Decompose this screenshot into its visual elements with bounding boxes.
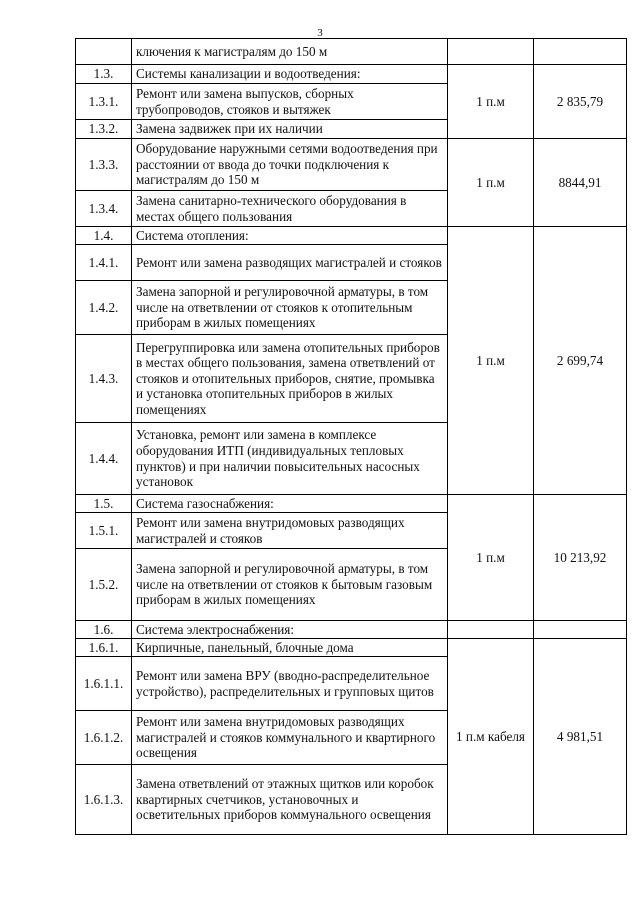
- row-description: Системы канализации и водоотведения:: [132, 65, 448, 84]
- unit-cell: 1 п.м: [448, 495, 534, 621]
- row-description: Ремонт или замена ВРУ (вводно-распределительное устройство), распределительных и групповых щитов: [132, 657, 448, 711]
- row-description: Система отопления:: [132, 227, 448, 245]
- row-number: 1.6.1.3.: [76, 765, 132, 835]
- row-description: Кирпичные, панельный, блочные дома: [132, 639, 448, 657]
- row-number: 1.4.1.: [76, 245, 132, 281]
- row-number: 1.5.1.: [76, 513, 132, 549]
- page-number: 3: [317, 27, 323, 39]
- row-number: 1.3.2.: [76, 120, 132, 139]
- row-description: Замена запорной и регулировочной арматуры, в том числе на ответвлении от стояков к бытовым газовым приборам в жилых помещениях: [132, 549, 448, 621]
- price-cell: [534, 621, 627, 639]
- price-cell: 10 213,92: [534, 495, 627, 621]
- row-description: ключения к магистралям до 150 м: [132, 39, 448, 65]
- row-description: Система электроснабжения:: [132, 621, 448, 639]
- table-row: [76, 639, 627, 657]
- row-number: 1.4.2.: [76, 281, 132, 335]
- row-number: 1.6.1.: [76, 639, 132, 657]
- row-description: Оборудование наружными сетями водоотведения при расстоянии от ввода до точки подключения к магистралям до 150 м: [132, 139, 448, 191]
- unit-cell: [448, 39, 534, 65]
- row-description: Ремонт или замена внутридомовых разводящих магистралей и стояков: [132, 513, 448, 549]
- table-row: [76, 39, 627, 65]
- table-row: [76, 495, 627, 513]
- cost-table: [75, 38, 627, 835]
- row-number: 1.4.4.: [76, 423, 132, 495]
- price-cell: [534, 39, 627, 65]
- row-description: Установка, ремонт или замена в комплексе оборудования ИТП (индивидуальных тепловых пунктов) и при наличии повысительных насосных установок: [132, 423, 448, 495]
- row-number: 1.5.2.: [76, 549, 132, 621]
- row-number: 1.3.1.: [76, 84, 132, 120]
- table-row: [76, 227, 627, 245]
- row-number: 1.6.: [76, 621, 132, 639]
- row-number: [76, 39, 132, 65]
- unit-cell: [448, 621, 534, 639]
- price-cell: 2 835,79: [534, 65, 627, 139]
- row-description: Перегруппировка или замена отопительных приборов в местах общего пользования, замена ответвлений от стояков и отопительных приборов, снятие, промывка и установка отопительных приборов в жилых помещениях: [132, 335, 448, 423]
- unit-cell: 1 п.м: [448, 139, 534, 227]
- table-row: [76, 65, 627, 84]
- row-number: 1.6.1.1.: [76, 657, 132, 711]
- row-description: Ремонт или замена разводящих магистралей и стояков: [132, 245, 448, 281]
- table-row: [76, 621, 627, 639]
- price-cell: 8844,91: [534, 139, 627, 227]
- unit-cell: 1 п.м: [448, 65, 534, 139]
- price-cell: 4 981,51: [534, 639, 627, 835]
- row-number: 1.5.: [76, 495, 132, 513]
- row-description: Замена запорной и регулировочной арматуры, в том числе на ответвлении от стояков к отопительным приборам в жилых помещениях: [132, 281, 448, 335]
- row-number: 1.4.: [76, 227, 132, 245]
- row-description: Ремонт или замена внутридомовых разводящих магистралей и стояков коммунального и квартирного освещения: [132, 711, 448, 765]
- row-number: 1.3.: [76, 65, 132, 84]
- row-description: Замена ответвлений от этажных щитков или коробок квартирных счетчиков, установочных и осветительных приборов коммунального освещения: [132, 765, 448, 835]
- row-number: 1.3.4.: [76, 191, 132, 227]
- row-number: 1.6.1.2.: [76, 711, 132, 765]
- row-number: 1.4.3.: [76, 335, 132, 423]
- unit-cell: 1 п.м: [448, 227, 534, 495]
- row-description: Система газоснабжения:: [132, 495, 448, 513]
- row-description: Замена задвижек при их наличии: [132, 120, 448, 139]
- price-cell: 2 699,74: [534, 227, 627, 495]
- row-description: Ремонт или замена выпусков, сборных трубопроводов, стояков и вытяжек: [132, 84, 448, 120]
- unit-cell: 1 п.м кабеля: [448, 639, 534, 835]
- row-number: 1.3.3.: [76, 139, 132, 191]
- row-description: Замена санитарно-технического оборудования в местах общего пользования: [132, 191, 448, 227]
- table-row: [76, 139, 627, 191]
